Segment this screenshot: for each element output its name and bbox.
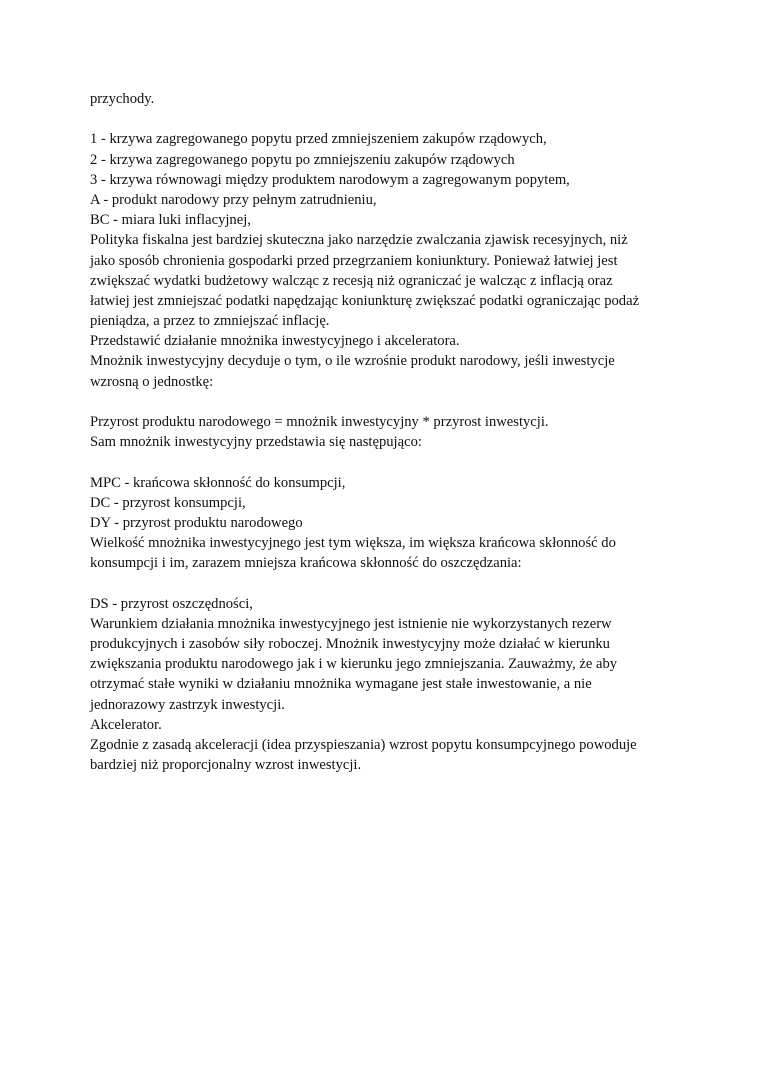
text-line: Przedstawić działanie mnożnika inwestycyjnego i akceleratora. <box>90 333 460 350</box>
document-text <box>90 89 690 775</box>
text-line: DY - przyrost produktu narodowego <box>90 514 303 531</box>
blank-line <box>90 109 690 129</box>
text-line: Warunkiem działania mnożnika inwestycyjnego jest istnienie nie wykorzystanych rezerw <box>90 615 612 632</box>
text-line: bardziej niż proporcjonalny wzrost inwestycji. <box>90 757 362 774</box>
text-line: 3 - krzywa równowagi między produktem narodowym a zagregowanym popytem, <box>90 171 570 188</box>
text-line: Przyrost produktu narodowego = mnożnik inwestycyjny * przyrost inwestycji. <box>90 414 549 430</box>
text-line: 1 - krzywa zagregowanego popytu przed zmniejszeniem zakupów rządowych, <box>90 131 547 148</box>
text-line: pieniądza, a przez to zmniejszać inflację. <box>90 313 330 330</box>
text-line: zwiększać wydatki budżetowy walcząc z recesją niż ograniczać je walcząc z inflacją oraz <box>90 272 613 289</box>
text-line: jako sposób chronienia gospodarki przed przegrzaniem koniunktury. Ponieważ łatwiej jest <box>90 252 618 269</box>
text-line: A - produkt narodowy przy pełnym zatrudnieniu, <box>90 191 377 208</box>
text-line: Akcelerator. <box>90 716 162 733</box>
text-line: MPC - krańcowa skłonność do konsumpcji, <box>90 474 346 491</box>
blank-line <box>90 452 690 472</box>
text-line: Polityka fiskalna jest bardziej skuteczna jako narzędzie zwalczania zjawisk recesyjnych, niż <box>90 232 628 249</box>
text-line: Wielkość mnożnika inwestycyjnego jest tym większa, im większa krańcowa skłonność do <box>90 535 616 552</box>
text-line: Mnożnik inwestycyjny decyduje o tym, o ile wzrośnie produkt narodowy, jeśli inwestycje <box>90 353 615 370</box>
text-line: Zgodnie z zasadą akceleracji (idea przyspieszania) wzrost popytu konsumpcyjnego powoduje <box>90 737 637 753</box>
text-line: 2 - krzywa zagregowanego popytu po zmniejszeniu zakupów rządowych <box>90 151 515 168</box>
blank-line <box>90 392 690 412</box>
text-line: DS - przyrost oszczędności, <box>90 595 253 612</box>
text-line: zwiększania produktu narodowego jak i w kierunku jego zmniejszania. Zauważmy, że aby <box>90 656 618 673</box>
text-line: jednorazowy zastrzyk inwestycji. <box>90 696 285 713</box>
text-line: Sam mnożnik inwestycyjny przedstawia się następująco: <box>90 434 422 451</box>
text-line: przychody. <box>90 91 155 107</box>
text-line: BC - miara luki inflacyjnej, <box>90 212 251 229</box>
text-line: DC - przyrost konsumpcji, <box>90 494 246 511</box>
text-line: wzrosną o jednostkę: <box>90 373 214 390</box>
text-line: łatwiej jest zmniejszać podatki napędzając koniunkturę zwiększać podatki ograniczając podaż <box>90 292 640 309</box>
text-line: konsumpcji i im, zarazem mniejsza krańcowa skłonność do oszczędzania: <box>90 555 522 572</box>
text-line: produkcyjnych i zasobów siły roboczej. Mnożnik inwestycyjny może działać w kierunku <box>90 636 610 653</box>
blank-line <box>90 574 690 594</box>
text-line: otrzymać stałe wyniki w działaniu mnożnika wymagane jest stałe inwestowanie, a nie <box>90 676 592 693</box>
